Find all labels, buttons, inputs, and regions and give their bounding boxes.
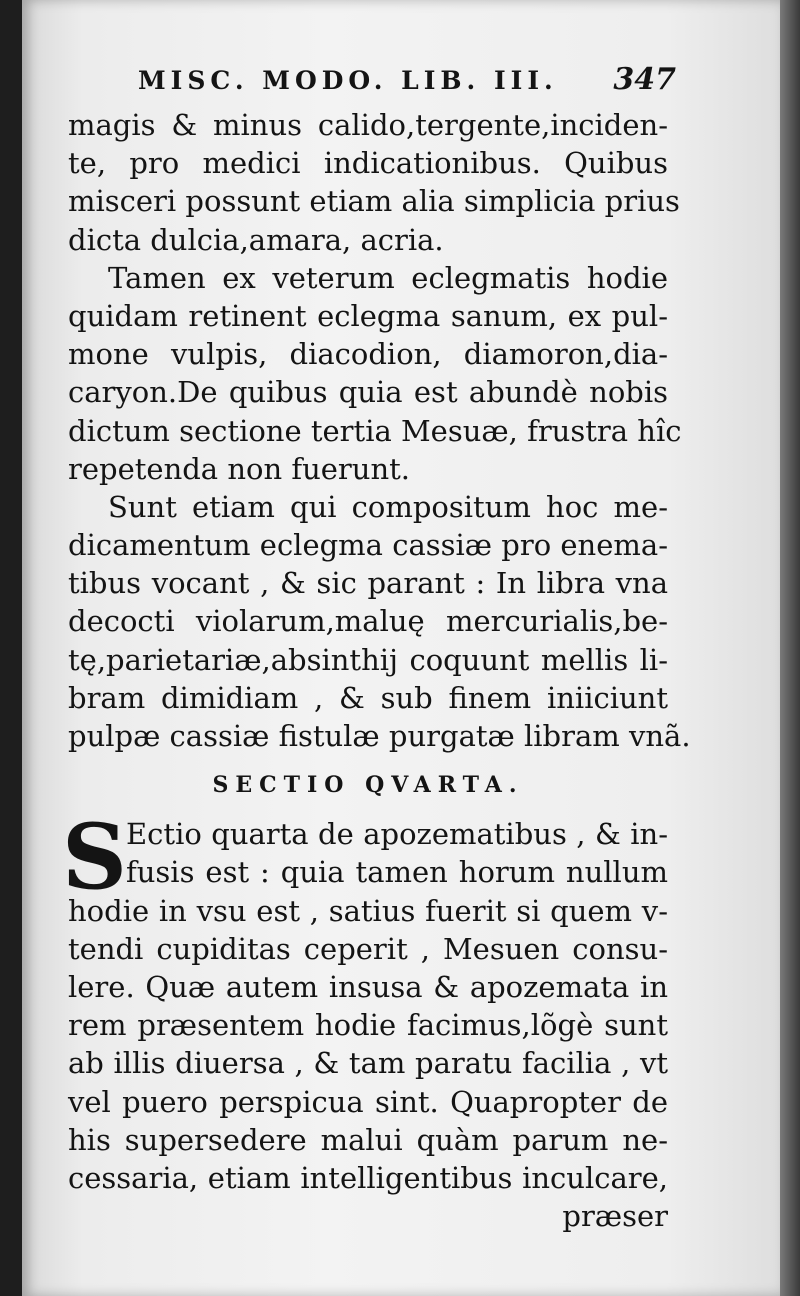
text-line: cessaria, etiam intelligentibus inculcare, [68, 1160, 668, 1195]
text-line: tibus vocant , & sic parant : In libra vna [68, 566, 668, 601]
running-title: MISC. MODO. LIB. III. [138, 66, 558, 95]
text-line: pulpæ cassiæ fistulæ purgatæ libram vnã. [68, 719, 691, 753]
text-block [62, 62, 691, 1235]
text-line: ab illis diuersa , & tam paratu facilia , vt [68, 1046, 668, 1081]
page-header [68, 62, 676, 106]
section-body [62, 804, 668, 1197]
text-line: his supersedere malui quàm parum ne- [68, 1122, 668, 1157]
text-line: tę,parietariæ,absinthij coquunt mellis li- [68, 642, 668, 677]
text-line: vel puero perspicua sint. Quapropter de [68, 1084, 668, 1119]
text-line: dictum sectione tertia Mesuæ, frustra hîc [68, 413, 682, 448]
text-line: Tamen ex veterum eclegmatis hodie [108, 260, 668, 295]
paragraph [68, 259, 682, 488]
text-line: rem præsentem hodie facimus,lõgè sunt [68, 1008, 668, 1043]
text-line: misceri possunt etiam alia simplicia prius [68, 184, 680, 219]
text-line: tendi cupiditas ceperit , Mesuen consu- [68, 931, 668, 966]
text-line: lere. Quæ autem insusa & apozemata in [68, 969, 668, 1004]
page-number: 347 [613, 62, 676, 97]
paper-sheet [22, 0, 780, 1296]
text-line: bram dimidiam , & sub finem iniiciunt [68, 680, 668, 715]
paragraph [68, 106, 680, 259]
page-edge-shadow [780, 0, 800, 1296]
drop-cap: S [62, 804, 127, 911]
text-line: dicta dulcia,amara, acria. [68, 222, 444, 257]
paragraph [68, 488, 691, 755]
text-line: mone vulpis, diacodion, diamoron,dia- [68, 337, 668, 372]
text-line: fusis est : quia tamen horum nullum [126, 855, 668, 890]
text-line: decocti violarum,maluę mercurialis,be- [68, 604, 668, 639]
text-line: caryon.De quibus quia est abundè nobis [68, 375, 668, 410]
text-line: quidam retinent eclegma sanum, ex pul- [68, 298, 668, 333]
catchword: præser [562, 1199, 668, 1234]
text-line: te, pro medici indicationibus. Quibus [68, 146, 668, 181]
text-line: hodie in vsu est , satius fuerit si quem v- [68, 893, 668, 928]
section-heading: SECTIO QVARTA. [212, 772, 524, 799]
text-line: repetenda non fuerunt. [68, 451, 411, 486]
text-line: magis & minus calido,tergente,inciden- [68, 108, 668, 142]
text-line: Ectio quarta de apozematibus , & in- [126, 817, 668, 852]
text-line: Sunt etiam qui compositum hoc me- [108, 489, 668, 524]
text-line: dicamentum eclegma cassiæ pro enema- [68, 528, 668, 563]
